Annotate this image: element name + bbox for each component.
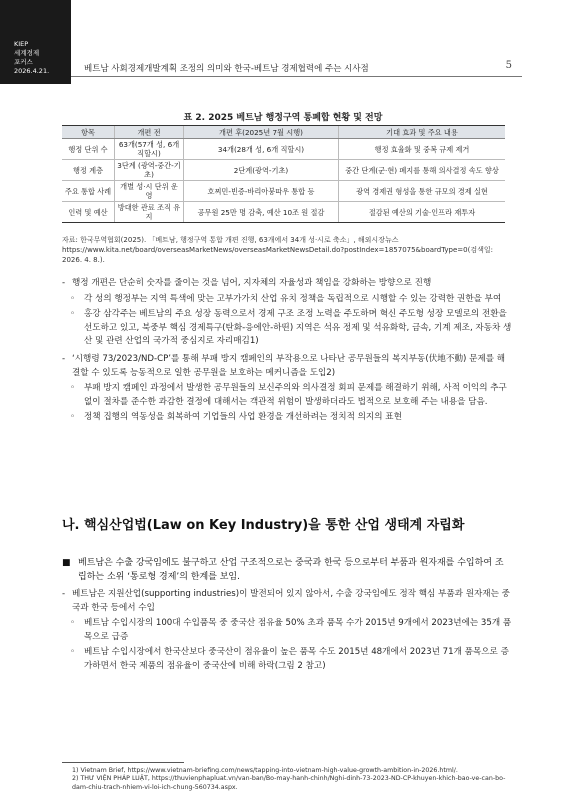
table-row [62,139,505,160]
circle-marker: ◦ [70,412,76,423]
body-section-2 [62,556,512,674]
table-cell: 주요 통합 사례 [62,181,115,202]
sub-bullet-item [62,411,512,425]
table-cell: 인력 및 예산 [62,202,115,223]
table-cell: 방대한 관료 조직 유지 [115,202,184,223]
sub-bullet-text: 각 성의 행정부는 지역 특색에 맞는 고부가가치 산업 유치 정책을 독립적으로 시행할 수 있는 강력한 권한을 부여 [84,293,502,304]
table-row [62,160,505,181]
table-cell: 공무원 25만 명 감축, 예산 10조 원 절감 [184,202,339,223]
footnote-text: 1) Vietnam Brief, https://www.vietnam-briefing.com/news/tapping-into-vietnam-high-value-growth-ambition-in-2026.html/. [72,767,458,774]
section-heading: 나. 핵심산업법(Law on Key Industry)을 통한 산업 생태계 자립화 [62,518,465,533]
table-cell: 행정 단위 수 [62,139,115,160]
table-cell: 2단계(광역-기초) [184,160,339,181]
circle-marker: ◦ [70,309,76,320]
table-header-cell: 개편 전 [115,126,184,139]
table-header-cell: 항목 [62,126,115,139]
footnote-text: 2) THƯ VIỆN PHÁP LUẬT, https://thuvienphapluat.vn/van-ban/Bo-may-hanh-chinh/Nghi-dinh-73-2023-ND-CP-khuyen-khich-bao-ve-can-bo-dam-chiu-trach-nhiem-vi-loi-ich-chung-560734.aspx. [72,775,506,791]
body-section-1 [62,277,512,425]
bullet-text: 행정 개편은 단순히 숫자를 줄이는 것을 넘어, 지자체의 자율성과 책임을 강화하는 방향으로 진행 [72,278,432,288]
bullet-item [62,353,512,380]
sub-bullet-item [62,617,512,644]
sub-bullet-text: 부패 방지 캠페인 과정에서 발생한 공무원들의 보신주의와 의사결정 회피 문제를 해결하기 위해, 사적 이익의 추구 없이 절차를 준수한 과감한 결정에 대해서는 객관적 위험이 발생하더라도 법적으로 보호해 주는 내용을 담음. [84,383,507,407]
table-title: 표 2. 2025 베트남 행정구역 통폐합 현황 및 전망 [183,113,383,123]
table-cell: 행정 계층 [62,160,115,181]
table-cell: 호찌민-빈증-바리아붕따우 통합 등 [184,181,339,202]
sub-bullet-text: 베트남 수입시장에서 한국산보다 중국산이 점유율이 높은 품목 수도 2015년 48개에서 2023년 71개 품목으로 증가하면서 한국 제품의 점유율이 중국산에 비해 하락(그림 2 참고) [84,647,509,671]
report-badge [0,0,71,84]
bullet-text: ‘시행령 73/2023/ND-CP’를 통해 부패 방지 캠페인의 부작용으로 나타난 공무원들의 복지부동(伏地不動) 문제를 해결할 수 있도록 능동적으로 일한 공무원을 보호하는 메커니즘을 도입2) [72,353,506,378]
bullet-text: 베트남은 지원산업(supporting industries)이 발전되어 있지 않아서, 수출 강국임에도 정작 핵심 부품과 원자재는 중국과 한국 등에서 수입 [72,589,510,613]
table-cell: 절감된 예산의 기술·인프라 재투자 [339,202,506,223]
table-row [62,202,505,223]
footnote [62,775,514,792]
sub-bullet-text: 정책 집행의 역동성을 회복하여 기업들의 사업 환경을 개선하려는 정치적 의지의 표현 [84,412,402,423]
admin-reform-table [62,125,505,223]
badge-line: 세계경제 [14,49,40,57]
bullet-item [62,588,512,615]
circle-marker: ◦ [70,293,76,304]
running-title: 베트남 사회경제개발계획 조정의 의미와 한국-베트남 경제협력에 주는 시사점 [84,64,369,74]
page-number: 5 [505,60,512,71]
footnote-divider [62,762,184,763]
badge-line: KIEP [14,40,29,48]
dash-marker: - [62,589,66,599]
badge-line: 2026.4.21. [14,67,50,75]
footnotes [62,767,514,792]
table-cell: 광역 경제권 형성을 통한 규모의 경제 실현 [339,181,506,202]
sub-bullet-item [62,293,512,307]
table-row [62,181,505,202]
table-source-note: 자료: 한국무역협회(2025). 「베트남, 행정구역 통합 개편 진행, 63개에서 34개 성·시로 축소」, 해외시장뉴스 https://www.kita.net/board/overseasMarketNews/overseasMarketNewsDetail.do?postIndex=1857075&boardType=0(검색일: 2026. 4. 8.). [62,236,493,264]
table-cell: 3단계 (광역-중간-기초) [115,160,184,181]
circle-marker: ◦ [70,618,76,629]
square-marker: ■ [62,558,71,568]
sub-bullet-text: 홍강 삼각주는 베트남의 주요 성장 동력으로서 경제 구조 조정 노력을 주도하며 혁신 주도형 성장 모델로의 전환을 선도하고 있고, 북중부 핵심 경제특구(탄화-응에안-하띤) 지역은 석유 정제 및 석유화학, 금속, 기계 제조, 자동차 생산 및 관련 산업의 국가적 중심지로 자리매김1) [84,309,512,347]
circle-marker: ◦ [70,383,76,394]
badge-line: 포커스 [14,58,33,66]
sub-bullet-item [62,382,512,409]
table-cell: 34개(28개 성, 6개 직할시) [184,139,339,160]
sub-bullet-item [62,308,512,349]
lead-text: 베트남은 수출 강국임에도 불구하고 산업 구조적으로는 중국과 한국 등으로부터 부품과 원자재를 수입하여 조립하는 소위 ‘통로형 경제’의 한계를 보임. [78,558,504,582]
dash-marker: - [62,278,66,288]
table-cell: 개별 성·시 단위 운영 [115,181,184,202]
dash-marker: - [62,353,66,364]
table-header-row [62,126,505,139]
sub-bullet-text: 베트남 수입시장의 100대 수입품목 중 중국산 점유율 50% 초과 품목 수가 2015년 9개에서 2023년에는 35개 품목으로 급증 [84,618,512,642]
table-cell: 행정 효율화 및 중복 규제 제거 [339,139,506,160]
table-header-cell: 기대 효과 및 주요 내용 [339,126,506,139]
table-cell: 63개(57개 성, 6개 직할시) [115,139,184,160]
header-divider [71,76,522,77]
sub-bullet-item [62,646,512,673]
table-cell: 중간 단계(군·현) 폐지를 통해 의사결정 속도 향상 [339,160,506,181]
table-header-cell: 개편 후(2025년 7월 시행) [184,126,339,139]
circle-marker: ◦ [70,647,76,658]
lead-paragraph [62,556,512,584]
bullet-item [62,277,512,291]
